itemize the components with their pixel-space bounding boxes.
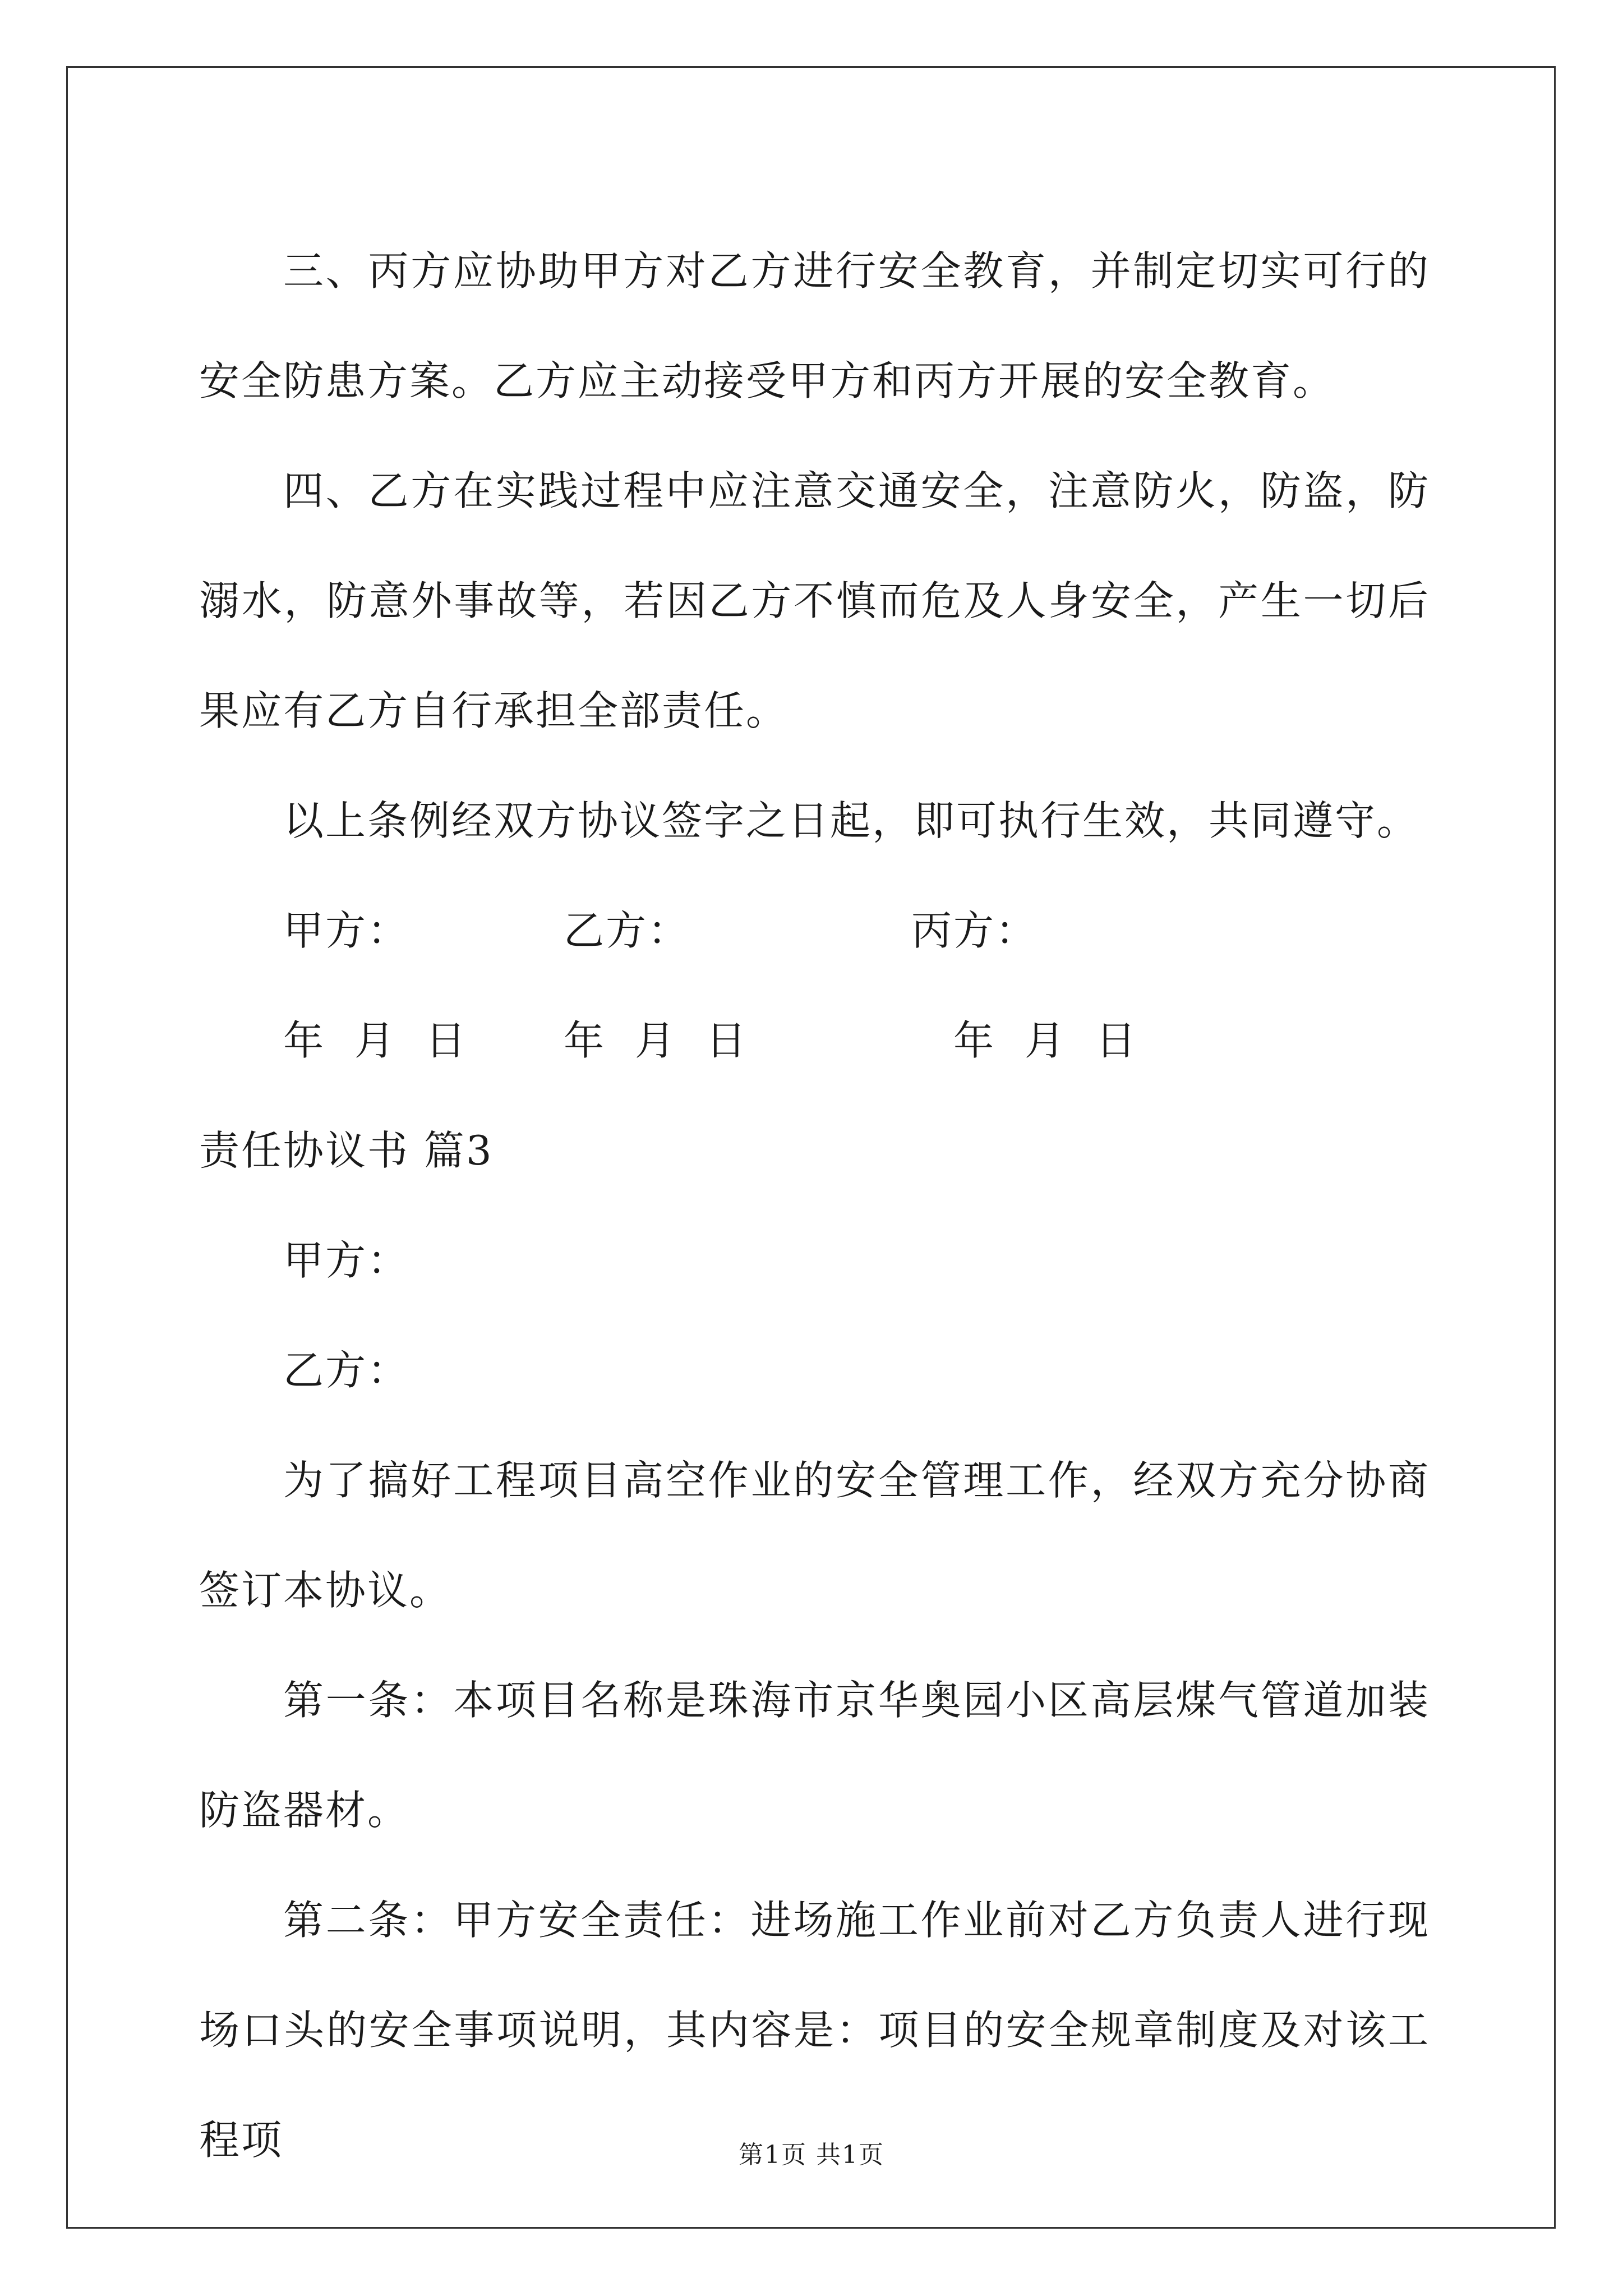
paragraph-clause-2: 第二条：甲方安全责任：进场施工作业前对乙方负责人进行现场口头的安全事项说明，其内容是：项目的安全规章制度及对该工程项 (199, 1897, 1430, 2164)
section-heading: 责任协议书 篇3 (199, 1127, 494, 1174)
page-footer: 第1页 共1页 (739, 2141, 884, 2169)
paragraph-article-3: 三、丙方应协助甲方对乙方进行安全教育，并制定切实可行的 安全防患方案。乙方应主动接受甲方和丙方开展的安全教育。 (199, 247, 1430, 404)
paragraph-article-4: 四、乙方在实践过程中应注意交通安全，注意防火，防盗，防溺水，防意外事故等，若因乙方不慎而危及人身安全，产生一切后果应有乙方自行承担全部责任。 (199, 467, 1430, 734)
date-party-b: 年 月 日 (564, 1017, 748, 1064)
paragraph-effective-clause: 以上条例经双方协议签字之日起，即可执行生效，共同遵守。 (283, 797, 1419, 844)
document-body (199, 216, 1430, 2195)
signature-party-b: 乙方： (564, 907, 690, 954)
signature-party-a: 甲方： (283, 907, 410, 954)
date-party-a: 年 月 日 (283, 1017, 468, 1064)
paragraph-purpose: 为了搞好工程项目高空作业的安全管理工作，经双方充分协商签订本协议。 (199, 1457, 1430, 1614)
party-b-line: 乙方： (283, 1347, 410, 1394)
signature-party-c: 丙方： (911, 907, 1038, 954)
date-party-c: 年 月 日 (953, 1017, 1138, 1064)
signature-row (199, 876, 1430, 986)
party-a-line: 甲方： (283, 1237, 410, 1284)
paragraph-clause-1: 第一条：本项目名称是珠海市京华奥园小区高层煤气管道加装防盗器材。 (199, 1677, 1430, 1834)
date-row (199, 986, 1430, 1096)
